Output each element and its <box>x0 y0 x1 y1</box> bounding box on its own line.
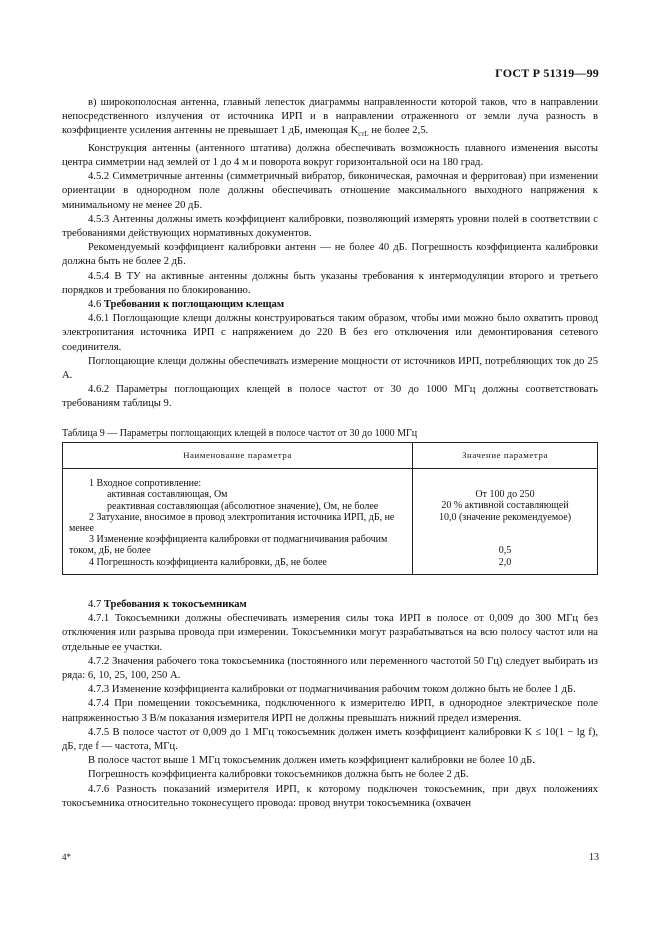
paragraph: 4.5.3 Антенны должны иметь коэффициент калибровки, позволяющий измерять уровни полей в соответствии с требованиями действующих нормативных документов. <box>62 213 598 239</box>
paragraph: 4.7.1 Токосъемники должны обеспечивать измерения силы тока ИРП в полосе от 0,009 до 300 МГц без отключения или разрыва провода при измерении. Токосъемники могут разрабатываться на всю полосу частот или на отдельные ее участки. <box>62 613 598 653</box>
value-cell: 0,5 <box>413 534 598 556</box>
value-cell: 10,0 (значение рекомендуемое) <box>413 512 598 534</box>
section-4-7-text <box>62 598 598 811</box>
paragraph: Погрешность коэффициента калибровки токосъемников должна быть не более 2 дБ. <box>88 769 469 781</box>
section-heading-4-6: 4.6 Требования к поглощающим клещам <box>88 298 285 310</box>
parameter-cell: 4 Погрешность коэффициента калибровки, дБ, не более <box>63 557 413 575</box>
section-heading-4-7: 4.7 Требования к токосъемникам <box>88 599 247 610</box>
table-9 <box>62 442 598 575</box>
value-cell: От 100 до 250 20 % активной составляющей <box>413 469 598 512</box>
paragraph: 4.7.6 Разность показаний измерителя ИРП, к которому подключен токосъемник, при двух положениях токосъемника относительно токонесущего провода: провод внутри токосъемника (охвачен <box>62 783 598 809</box>
value-cell: 2,0 <box>413 557 598 575</box>
paragraph: 4.7.5 В полосе частот от 0,009 до 1 МГц токосъемник должен иметь коэффициент калибровки K ≤ 10(1 − lg f), дБ, где f — частота, МГц. <box>62 726 598 753</box>
subscript: стL <box>358 130 369 139</box>
page-number: 13 <box>589 852 599 863</box>
paragraph: 4.6.2 Параметры поглощающих клещей в полосе частот от 30 до 1000 МГц должны соответствовать требованиям таблицы 9. <box>62 384 598 410</box>
table-header-row <box>63 443 598 469</box>
paragraph: 4.7.4 При помещении токосъемника, подключенного к измерителю ИРП, в однородное электрическое поле напряженностью 3 В/м показания измерителя ИРП не должны превышать нижний предел измерения. <box>62 698 598 724</box>
paragraph: Рекомендуемый коэффициент калибровки антенн — не более 40 дБ. Погрешность коэффициента калибровки должна быть не более 2 дБ. <box>62 242 598 268</box>
table-row <box>63 512 598 534</box>
paragraph: Поглощающие клещи должны обеспечивать измерение мощности от источников ИРП, потребляющих ток до 25 А. <box>62 355 598 381</box>
table-row <box>63 557 598 575</box>
paragraph: 4.5.4 В ТУ на активные антенны должны быть указаны требования к интермодуляции второго и третьего порядков и требования по блокированию. <box>62 270 598 296</box>
table-row <box>63 469 598 512</box>
paragraph: 4.5.2 Симметричные антенны (симметричный вибратор, биконическая, рамочная и ферритовая) при изменении ориентации в однородном поле должны обеспечивать отношение максимального выходного напряжения к минимальному не менее 20 дБ. <box>62 171 598 211</box>
paragraph: 4.6.1 Поглощающие клещи должны конструироваться таким образом, чтобы ими можно было охватить провод электропитания источника ИРП с напряжением до 220 В без его отключения или демонтирования сетевого соединителя. <box>62 313 598 353</box>
table-row <box>63 534 598 556</box>
paragraph: в) широкополосная антенна, главный лепесток диаграммы направленности которой таков, что в направлении непосредственного излучения от источника ИРП и в направлении отраженного от земли луча разность в коэффициенте усиления антенны не превышает 1 дБ, имеющая $K_{стL}$ не более 2,5. <box>62 97 598 139</box>
paragraph: 4.7.3 Изменение коэффициента калибровки от подмагничивания рабочим током должно быть не более 1 дБ. <box>88 684 576 696</box>
parameter-cell: 3 Изменение коэффициента калибровки от подмагничивания рабочим током, дБ, не более <box>63 534 413 556</box>
paragraph: 4.7.2 Значения рабочего тока токосъемника (постоянного или переменного частотой 50 Гц) следует выбирать из ряда: 6, 10, 25, 100, 250 А. <box>62 655 598 682</box>
column-header-parameter: Наименование параметра <box>63 443 413 469</box>
standard-header: ГОСТ Р 51319—99 <box>495 66 599 80</box>
table-caption: Таблица 9 — Параметры поглощающих клещей в полосе частот от 30 до 1000 МГц <box>62 428 418 439</box>
column-header-value: Значение параметра <box>413 443 598 469</box>
paragraph: В полосе частот выше 1 МГц токосъемник должен иметь коэффициент калибровки не более 10 дБ. <box>88 755 535 767</box>
parameter-cell: 2 Затухание, вносимое в провод электропитания источника ИРП, дБ, не менее <box>63 512 413 534</box>
paragraph: Конструкция антенны (антенного штатива) должна обеспечивать возможность плавного изменения высоты центра симметрии над землей от 1 до 4 м и поворота вокруг горизонтальной оси на 180 град. <box>62 142 598 168</box>
signature-mark: 4* <box>62 852 71 862</box>
parameter-cell: 1 Входное сопротивление: активная составляющая, Ом реактивная составляющая (абсолютное значение), Ом, не более <box>63 469 413 512</box>
section-4-5-text <box>62 96 598 412</box>
